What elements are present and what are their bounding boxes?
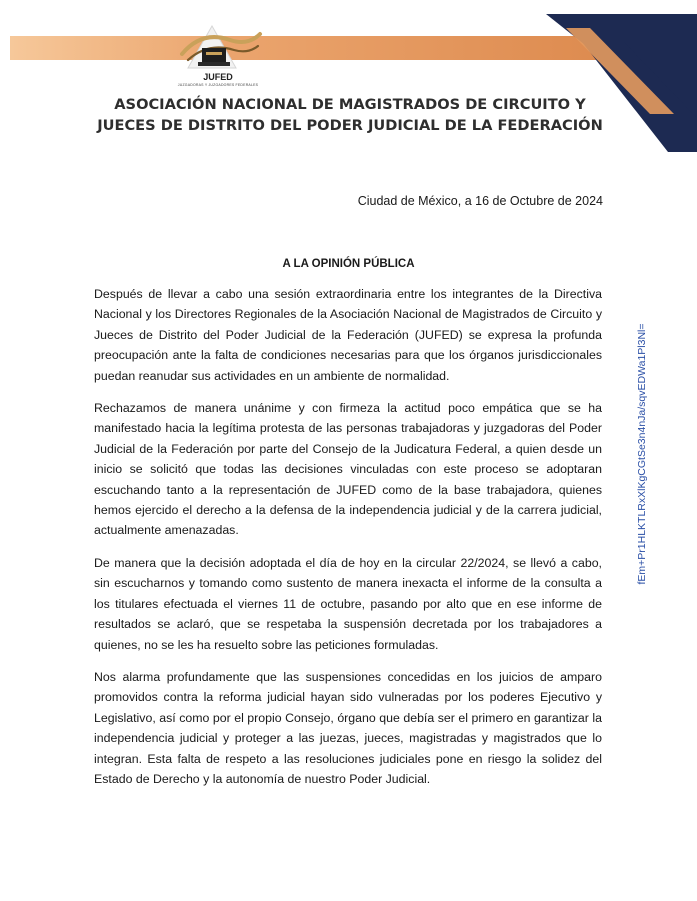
header-orange-band (10, 36, 620, 60)
organization-title-line-1: ASOCIACIÓN NACIONAL DE MAGISTRADOS DE CIRCUITO Y (114, 96, 586, 113)
paragraph-4: Nos alarma profundamente que las suspensiones concedidas en los juicios de amparo promovidos contra la reforma judicial hayan sido vulneradas por los poderes Ejecutivo y Legislativo, así como por el propio Consejo, órgano que debía ser el primero en garantizar la independencia judicial y proteger a las juezas, jueces, magistradas y magistrados que lo integran. Esta falta de respeto a las resoluciones judiciales pone en riesgo la solidez del Estado de Derecho y la autonomía de nuestro Poder Judicial. (94, 669, 602, 786)
document-body (94, 284, 602, 801)
paragraph-2: Rechazamos de manera unánime y con firmeza la actitud poco empática que se ha manifestado hacia la legítima protesta de las personas trabajadoras y juzgadoras del Poder Judicial de la Federación por parte del Consejo de la Judicatura Federal, a quien desde un inicio se solicitó que todas las decisiones vinculadas con este proceso se adoptaran escuchando tanto a la representación de JUFED como de la base trabajadora, quienes hemos ejercido el derecho a la defensa de la independencia judicial y de la carrera judicial, actualmente amenazadas. (94, 401, 602, 538)
logo-subtext: JUZGADORAS Y JUZGADORES FEDERALES (177, 83, 259, 87)
paragraph-1: Después de llevar a cabo una sesión extraordinaria entre los integrantes de la Directiva Nacional y los Directores Regionales de la Asociación Nacional de Magistrados de Circuito y Jueces de Distrito del Poder Judicial de la Federación (JUFED) se expresa la profunda preocupación ante la falta de condiciones necesarias para que los órganos jurisdiccionales puedan reanudar sus actividades en un ambiente de normalidad. (94, 287, 602, 383)
scales-emblem-icon (168, 24, 268, 74)
jufed-logo (168, 24, 268, 94)
verification-code: fEm+Pr1HLKTLRxXlKgCGtSe3n4nJa/sqvEDWa1Pl3Nl= (636, 323, 648, 585)
logo-text: JUFED (203, 72, 233, 82)
document-heading: A LA OPINIÓN PÚBLICA (282, 258, 415, 270)
paragraph-3: De manera que la decisión adoptada el día de hoy en la circular 22/2024, se llevó a cabo, sin escucharnos y tomando como sustento de manera inexacta el informe de la consulta a los titulares efectuada el viernes 11 de octubre, pasando por alto que en ese informe de resultados se aclaró, que se respetaba la suspensión decretada por los trabajadores a quienes, no se les ha resuelto sobre las peticiones formuladas. (94, 555, 602, 652)
document-date: Ciudad de México, a 16 de Octubre de 2024 (357, 194, 603, 208)
organization-title-line-2: JUECES DE DISTRITO DEL PODER JUDICIAL DE LA FEDERACIÓN (97, 117, 603, 134)
organization-title (60, 94, 640, 136)
